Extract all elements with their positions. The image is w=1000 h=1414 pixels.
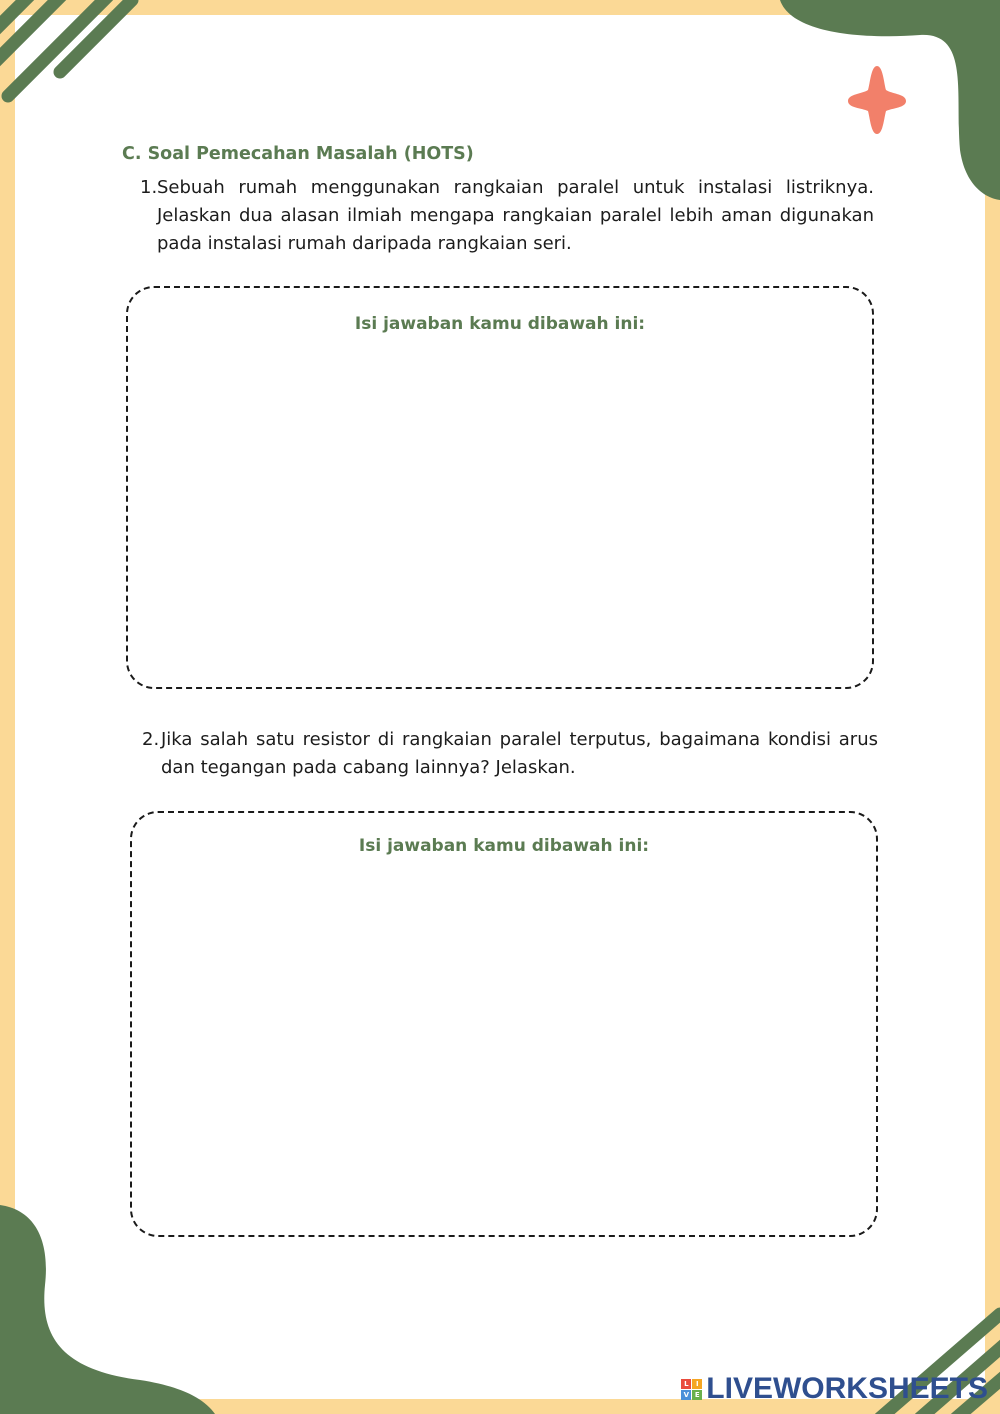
liveworksheets-logo-icon: L I V E xyxy=(681,1379,702,1400)
liveworksheets-watermark xyxy=(681,1372,988,1406)
question-number: 2. xyxy=(142,729,160,750)
question-2 xyxy=(142,726,878,782)
watermark-text: LIVEWORKSHEETS xyxy=(706,1372,988,1405)
star-sparkle-icon xyxy=(842,60,912,138)
section-title: C. Soal Pemecahan Masalah (HOTS) xyxy=(122,144,474,164)
page-frame-left xyxy=(0,0,15,1414)
question-number: 1. xyxy=(140,177,158,198)
question-text: Jika salah satu resistor di rangkaian paralel terputus, bagaimana kondisi arus dan tegangan pada cabang lainnya? Jelaskan. xyxy=(161,729,878,778)
answer-box-1[interactable] xyxy=(126,286,874,689)
page-frame-right xyxy=(985,0,1000,1414)
answer-box-2[interactable] xyxy=(130,811,878,1237)
top-left-leaf-strokes xyxy=(0,0,140,110)
question-text: Sebuah rumah menggunakan rangkaian paralel untuk instalasi listriknya. Jelaskan dua alasan ilmiah mengapa rangkaian paralel lebih aman digunakan pada instalasi rumah daripada rangkaian seri. xyxy=(157,177,874,254)
answer-box-label: Isi jawaban kamu dibawah ini: xyxy=(354,314,646,334)
question-1 xyxy=(140,174,874,258)
answer-box-label: Isi jawaban kamu dibawah ini: xyxy=(358,836,650,856)
